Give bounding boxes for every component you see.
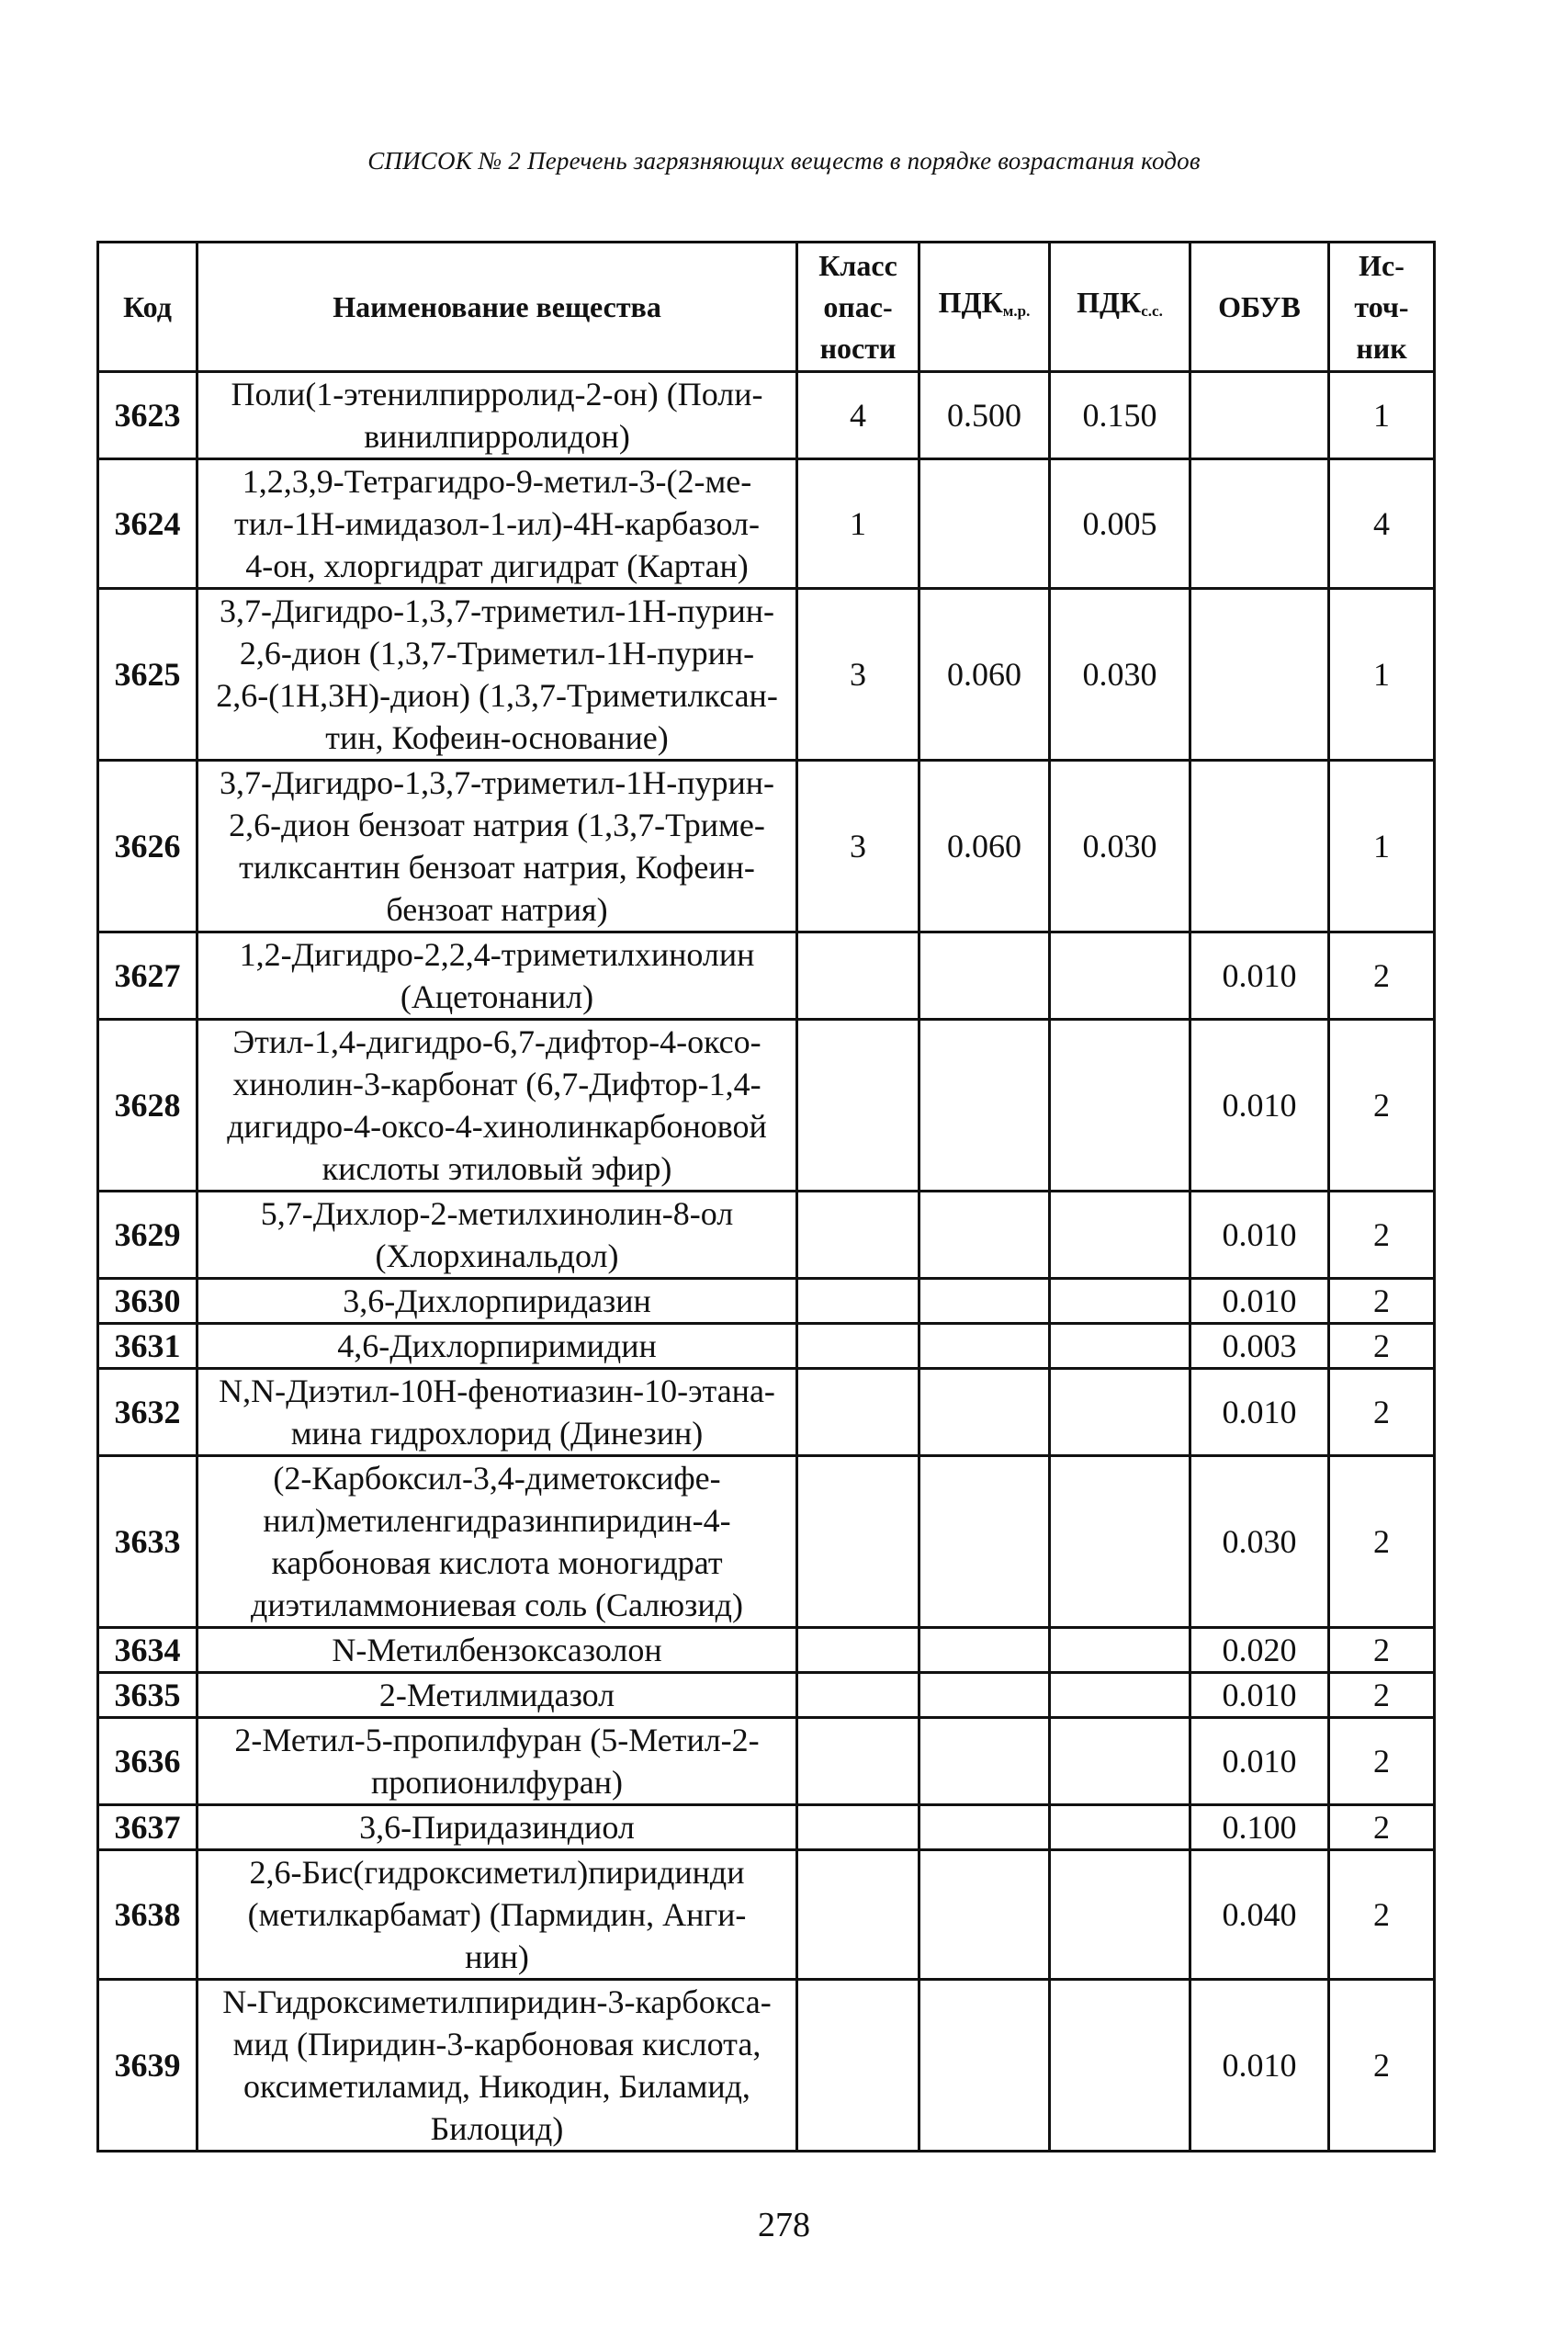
cell-pdk-ss	[1050, 1279, 1190, 1324]
cell-obuv: 0.010	[1190, 1980, 1329, 2152]
cell-pdk-ss	[1050, 1324, 1190, 1369]
cell-hazard-class	[797, 1279, 919, 1324]
table-row	[98, 1020, 1435, 1192]
header-pdk-ss-label: ПДК	[1077, 286, 1142, 319]
cell-source: 2	[1329, 1718, 1435, 1805]
header-pdk-ss-subscript: с.с.	[1141, 302, 1163, 320]
cell-obuv	[1190, 372, 1329, 459]
cell-pdk-ss	[1050, 1628, 1190, 1673]
header-hazard-class: Класс опас- ности	[797, 243, 919, 372]
cell-pdk-mr	[919, 1673, 1050, 1718]
cell-pdk-mr	[919, 1456, 1050, 1628]
cell-obuv: 0.020	[1190, 1628, 1329, 1673]
cell-hazard-class	[797, 1020, 919, 1192]
cell-name: 1,2-Дигидро-2,2,4-триметилхинолин (Ацетонанил)	[197, 932, 797, 1020]
cell-name: 4,6-Дихлорпиримидин	[197, 1324, 797, 1369]
cell-code: 3629	[98, 1192, 197, 1279]
cell-name: N-Гидроксиметилпиридин-3-карбокса- мид (Пиридин-3-карбоновая кислота, оксиметиламид, Никодин, Биламид, Билоцид)	[197, 1980, 797, 2152]
table-row	[98, 932, 1435, 1020]
cell-hazard-class	[797, 932, 919, 1020]
cell-name: 3,7-Дигидро-1,3,7-триметил-1Н-пурин- 2,6-дион (1,3,7-Триметил-1Н-пурин- 2,6-(1Н,3Н)-дион) (1,3,7-Триметилксан- тин, Кофеин-основание)	[197, 589, 797, 761]
cell-source: 2	[1329, 1369, 1435, 1456]
cell-code: 3630	[98, 1279, 197, 1324]
cell-pdk-mr	[919, 1192, 1050, 1279]
cell-code: 3624	[98, 459, 197, 589]
cell-code: 3635	[98, 1673, 197, 1718]
cell-obuv: 0.010	[1190, 932, 1329, 1020]
cell-source: 2	[1329, 1279, 1435, 1324]
cell-code: 3637	[98, 1805, 197, 1850]
cell-hazard-class: 3	[797, 761, 919, 932]
cell-pdk-mr	[919, 1718, 1050, 1805]
cell-source: 2	[1329, 1805, 1435, 1850]
header-name: Наименование вещества	[197, 243, 797, 372]
cell-name: 5,7-Дихлор-2-метилхинолин-8-ол (Хлорхинальдол)	[197, 1192, 797, 1279]
header-pdk-mr-label: ПДК	[938, 286, 1003, 319]
substances-table	[96, 241, 1436, 2153]
cell-name: 2,6-Бис(гидроксиметил)пиридинди (метилкарбамат) (Пармидин, Анги- нин)	[197, 1850, 797, 1980]
cell-hazard-class	[797, 1673, 919, 1718]
cell-hazard-class	[797, 1805, 919, 1850]
table-row	[98, 1279, 1435, 1324]
cell-name: 3,6-Дихлорпиридазин	[197, 1279, 797, 1324]
table-row	[98, 589, 1435, 761]
table-row	[98, 1369, 1435, 1456]
cell-obuv: 0.010	[1190, 1673, 1329, 1718]
cell-source: 2	[1329, 1456, 1435, 1628]
table-row	[98, 761, 1435, 932]
cell-pdk-mr	[919, 932, 1050, 1020]
cell-obuv: 0.010	[1190, 1279, 1329, 1324]
cell-pdk-ss	[1050, 1456, 1190, 1628]
cell-code: 3638	[98, 1850, 197, 1980]
cell-pdk-mr	[919, 1850, 1050, 1980]
cell-obuv: 0.100	[1190, 1805, 1329, 1850]
cell-pdk-ss	[1050, 1020, 1190, 1192]
cell-pdk-ss	[1050, 1805, 1190, 1850]
header-obuv: ОБУВ	[1190, 243, 1329, 372]
cell-obuv	[1190, 589, 1329, 761]
table-row	[98, 1456, 1435, 1628]
cell-obuv	[1190, 761, 1329, 932]
table-header-row	[98, 243, 1435, 372]
cell-code: 3631	[98, 1324, 197, 1369]
cell-name: N,N-Диэтил-10Н-фенотиазин-10-этана- мина гидрохлорид (Динезин)	[197, 1369, 797, 1456]
cell-pdk-mr: 0.060	[919, 761, 1050, 932]
cell-pdk-mr	[919, 1369, 1050, 1456]
cell-code: 3632	[98, 1369, 197, 1456]
cell-name: Этил-1,4-дигидро-6,7-дифтор-4-оксо- хинолин-3-карбонат (6,7-Дифтор-1,4- дигидро-4-оксо-4-хинолинкарбоновой кислоты этиловый эфир)	[197, 1020, 797, 1192]
cell-code: 3633	[98, 1456, 197, 1628]
cell-obuv: 0.010	[1190, 1020, 1329, 1192]
cell-code: 3626	[98, 761, 197, 932]
cell-code: 3636	[98, 1718, 197, 1805]
cell-source: 2	[1329, 1980, 1435, 2152]
header-pdk-ss	[1050, 243, 1190, 372]
cell-pdk-mr	[919, 1324, 1050, 1369]
table-row	[98, 1805, 1435, 1850]
cell-pdk-mr	[919, 459, 1050, 589]
table-row	[98, 459, 1435, 589]
cell-name: 3,6-Пиридазиндиол	[197, 1805, 797, 1850]
cell-pdk-mr: 0.500	[919, 372, 1050, 459]
cell-name: 1,2,3,9-Тетрагидро-9-метил-3-(2-ме- тил-1Н-имидазол-1-ил)-4Н-карбазол- 4-он, хлоргидрат дигидрат (Картан)	[197, 459, 797, 589]
header-code: Код	[98, 243, 197, 372]
cell-source: 2	[1329, 1324, 1435, 1369]
table-row	[98, 1324, 1435, 1369]
cell-hazard-class	[797, 1628, 919, 1673]
cell-pdk-mr	[919, 1020, 1050, 1192]
header-pdk-mr-subscript: м.р.	[1002, 302, 1031, 320]
cell-code: 3639	[98, 1980, 197, 2152]
cell-source: 2	[1329, 1192, 1435, 1279]
cell-source: 2	[1329, 1628, 1435, 1673]
cell-hazard-class	[797, 1980, 919, 2152]
cell-pdk-ss: 0.150	[1050, 372, 1190, 459]
header-pdk-mr	[919, 243, 1050, 372]
table-row	[98, 372, 1435, 459]
cell-pdk-ss	[1050, 1192, 1190, 1279]
cell-source: 4	[1329, 459, 1435, 589]
cell-name: (2-Карбоксил-3,4-диметоксифе- нил)метиленгидразинпиридин-4- карбоновая кислота моногидрат диэтиламмониевая соль (Салюзид)	[197, 1456, 797, 1628]
cell-source: 2	[1329, 1020, 1435, 1192]
cell-source: 1	[1329, 589, 1435, 761]
cell-hazard-class	[797, 1192, 919, 1279]
cell-pdk-ss	[1050, 1718, 1190, 1805]
cell-pdk-mr	[919, 1805, 1050, 1850]
cell-pdk-mr: 0.060	[919, 589, 1050, 761]
cell-name: N-Метилбензоксазолон	[197, 1628, 797, 1673]
cell-source: 2	[1329, 932, 1435, 1020]
cell-hazard-class	[797, 1324, 919, 1369]
table-row	[98, 1850, 1435, 1980]
cell-obuv	[1190, 459, 1329, 589]
cell-pdk-mr	[919, 1279, 1050, 1324]
cell-source: 1	[1329, 372, 1435, 459]
cell-obuv: 0.010	[1190, 1192, 1329, 1279]
cell-code: 3628	[98, 1020, 197, 1192]
table-row	[98, 1628, 1435, 1673]
list-caption: СПИСОК № 2 Перечень загрязняющих веществ в порядке возрастания кодов	[367, 147, 1201, 175]
cell-obuv: 0.040	[1190, 1850, 1329, 1980]
cell-pdk-ss: 0.005	[1050, 459, 1190, 589]
cell-hazard-class: 4	[797, 372, 919, 459]
cell-obuv: 0.010	[1190, 1718, 1329, 1805]
cell-pdk-ss	[1050, 1673, 1190, 1718]
cell-pdk-ss	[1050, 932, 1190, 1020]
cell-code: 3627	[98, 932, 197, 1020]
cell-name: 3,7-Дигидро-1,3,7-триметил-1Н-пурин- 2,6-дион бензоат натрия (1,3,7-Триме- тилксантин бензоат натрия, Кофеин- бензоат натрия)	[197, 761, 797, 932]
table-row	[98, 1673, 1435, 1718]
cell-name: 2-Метилмидазол	[197, 1673, 797, 1718]
cell-code: 3625	[98, 589, 197, 761]
cell-pdk-ss: 0.030	[1050, 761, 1190, 932]
cell-pdk-ss	[1050, 1980, 1190, 2152]
cell-hazard-class	[797, 1850, 919, 1980]
cell-obuv: 0.010	[1190, 1369, 1329, 1456]
cell-obuv: 0.003	[1190, 1324, 1329, 1369]
cell-pdk-mr	[919, 1628, 1050, 1673]
header-source: Ис- точ- ник	[1329, 243, 1435, 372]
cell-source: 1	[1329, 761, 1435, 932]
cell-code: 3623	[98, 372, 197, 459]
table-row	[98, 1718, 1435, 1805]
cell-source: 2	[1329, 1673, 1435, 1718]
cell-source: 2	[1329, 1850, 1435, 1980]
cell-pdk-ss	[1050, 1850, 1190, 1980]
cell-pdk-mr	[919, 1980, 1050, 2152]
cell-pdk-ss: 0.030	[1050, 589, 1190, 761]
table-row	[98, 1980, 1435, 2152]
cell-name: Поли(1-этенилпирролид-2-он) (Поли- винилпирролидон)	[197, 372, 797, 459]
cell-name: 2-Метил-5-пропилфуран (5-Метил-2- пропионилфуран)	[197, 1718, 797, 1805]
table-row	[98, 1192, 1435, 1279]
page-number: 278	[758, 2206, 810, 2244]
cell-code: 3634	[98, 1628, 197, 1673]
cell-hazard-class	[797, 1456, 919, 1628]
cell-pdk-ss	[1050, 1369, 1190, 1456]
cell-obuv: 0.030	[1190, 1456, 1329, 1628]
cell-hazard-class: 1	[797, 459, 919, 589]
cell-hazard-class: 3	[797, 589, 919, 761]
cell-hazard-class	[797, 1369, 919, 1456]
cell-hazard-class	[797, 1718, 919, 1805]
